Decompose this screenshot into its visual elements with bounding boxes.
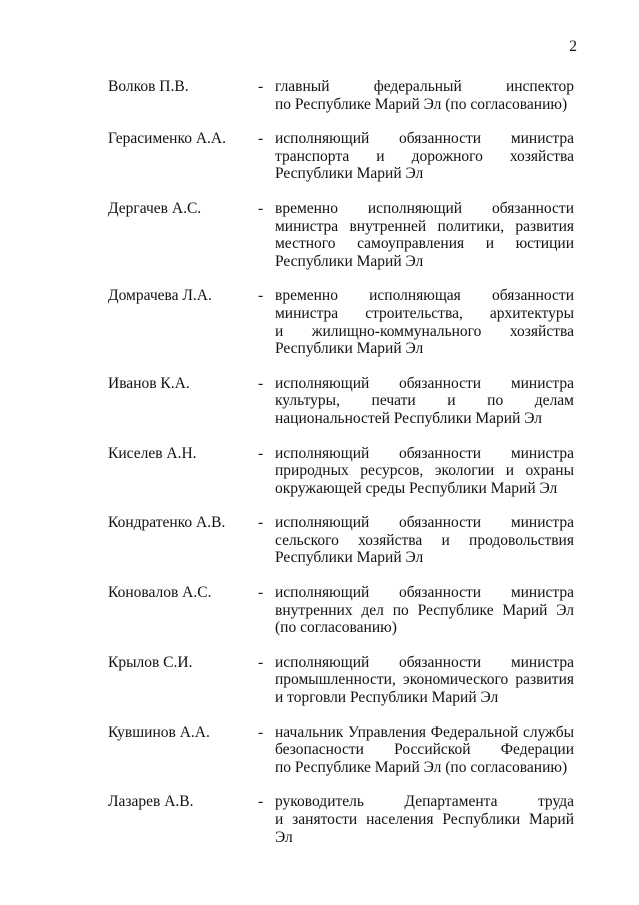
description-line: промышленности, экономического развития [275, 671, 574, 689]
description-line: внутренних дел по Республике Марий Эл [275, 601, 574, 619]
description-line: исполняющий обязанности министра [275, 130, 574, 148]
description-line: Республики Марий Эл [275, 340, 424, 358]
roster-entry [108, 584, 574, 637]
position-description [275, 78, 574, 113]
position-description [275, 793, 574, 846]
description-line: временно исполняющая обязанности [275, 287, 574, 305]
roster-entry [108, 200, 574, 270]
description-line: Республики Марий Эл [275, 252, 424, 270]
dash-separator: - [258, 78, 264, 95]
description-line: руководитель Департамента труда [275, 793, 574, 811]
roster-entry [108, 130, 574, 183]
description-line: исполняющий обязанности министра [275, 514, 574, 532]
position-description [275, 654, 574, 707]
dash-separator: - [258, 653, 264, 671]
description-line: природных ресурсов, экологии и охраны [275, 462, 574, 480]
description-line: исполняющий обязанности министра [275, 653, 574, 671]
person-name: Герасименко А.А. [108, 130, 226, 148]
person-name: Коновалов А.С. [108, 584, 212, 602]
description-line: окружающей среды Республики Марий Эл [275, 479, 558, 497]
description-line: министра внутренней политики, развития [275, 217, 574, 235]
description-line: Республики Марий Эл [275, 165, 424, 183]
description-line: безопасности Российской Федерации [275, 741, 574, 759]
position-description [275, 375, 574, 428]
roster-entry [108, 375, 574, 428]
person-name: Киселев А.Н. [108, 444, 197, 462]
description-line: и жилищно-коммунального хозяйства [275, 322, 574, 340]
roster-entry [108, 445, 574, 498]
dash-separator: - [258, 287, 264, 305]
roster-entry [108, 793, 574, 846]
person-name: Лазарев А.В. [108, 793, 194, 811]
dash-separator: - [258, 723, 264, 741]
description-line: культуры, печати и по делам [275, 392, 574, 410]
description-line: Республики Марий Эл [275, 549, 424, 567]
description-line: главный федеральный инспектор [275, 78, 574, 95]
person-name: Домрачева Л.А. [108, 287, 212, 305]
description-line: исполняющий обязанности министра [275, 374, 574, 392]
position-description [275, 130, 574, 183]
description-line: транспорта и дорожного хозяйства [275, 147, 574, 165]
description-line: временно исполняющий обязанности [275, 199, 574, 217]
description-line: местного самоуправления и юстиции [275, 235, 574, 253]
description-line: и занятости населения Республики Марий Эл [275, 811, 574, 846]
description-line: и торговли Республики Марий Эл [275, 689, 499, 707]
person-name: Кувшинов А.А. [108, 723, 210, 741]
dash-separator: - [258, 793, 264, 811]
description-line: (по согласованию) [275, 619, 397, 637]
description-line: по Республике Марий Эл (по согласованию) [275, 758, 568, 776]
position-description [275, 584, 574, 637]
description-line: сельского хозяйства и продовольствия [275, 531, 574, 549]
description-line: национальностей Республики Марий Эл [275, 409, 543, 427]
person-name: Крылов С.И. [108, 653, 193, 671]
dash-separator: - [258, 444, 264, 462]
dash-separator: - [258, 514, 264, 532]
person-name: Дергачев А.С. [108, 199, 202, 217]
position-description [275, 200, 574, 270]
dash-separator: - [258, 130, 264, 148]
roster-list [108, 78, 574, 846]
roster-entry [108, 514, 574, 567]
roster-entry [108, 287, 574, 357]
description-line: начальник Управления Федеральной службы [275, 723, 574, 741]
position-description [275, 445, 574, 498]
roster-entry [108, 78, 574, 113]
position-description [275, 514, 574, 567]
dash-separator: - [258, 199, 264, 217]
dash-separator: - [258, 374, 264, 392]
person-name: Иванов К.А. [108, 374, 190, 392]
roster-entry [108, 654, 574, 707]
description-line: исполняющий обязанности министра [275, 584, 574, 602]
person-name: Кондратенко А.В. [108, 514, 226, 532]
page-number: 2 [569, 38, 577, 55]
dash-separator: - [258, 584, 264, 602]
description-line: министра строительства, архитектуры [275, 304, 574, 322]
roster-entry [108, 724, 574, 777]
position-description [275, 287, 574, 357]
description-line: исполняющий обязанности министра [275, 444, 574, 462]
description-line: по Республике Марий Эл (по согласованию) [275, 95, 568, 113]
person-name: Волков П.В. [108, 78, 189, 95]
position-description [275, 724, 574, 777]
